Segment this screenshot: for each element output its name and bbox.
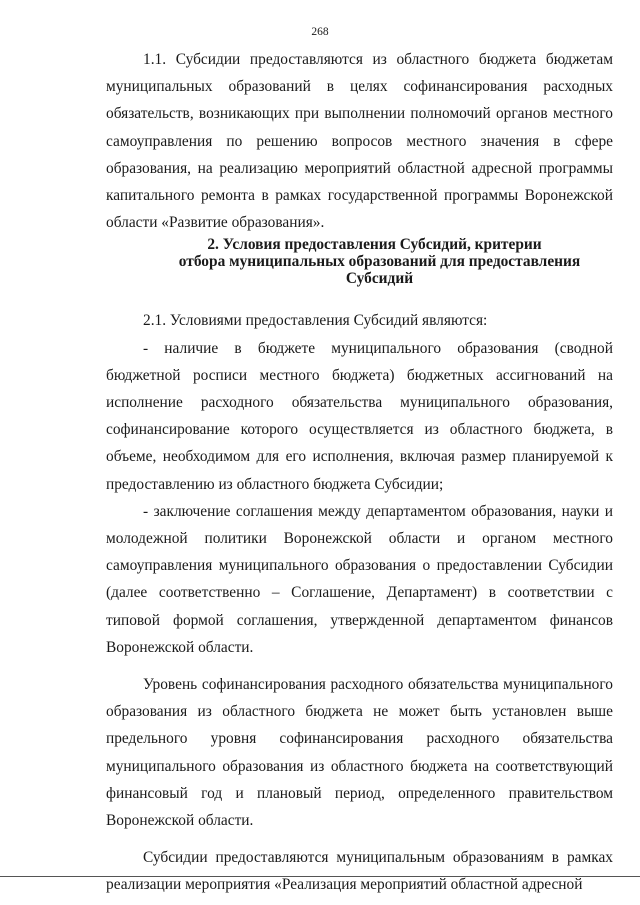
condition-item-budget: - наличие в бюджете муниципального образования (сводной бюджетной росписи местного бюджета) бюджетных ассигнований на исполнение расходного обязательства муниципального образования, софинансирование которого осуществляется из областного бюджета, в объеме, необходимом для его исполнения, включая размер планируемой к предоставлению из областного бюджета Субсидии; xyxy=(106,339,613,493)
page-number: 268 xyxy=(311,26,329,38)
section-heading xyxy=(106,236,613,287)
paragraph-cofinancing-level: Уровень софинансирования расходного обязательства муниципального образования из областного бюджета не может быть установлен выше предельного уровня софинансирования расходного обязательства муниципального образования из областного бюджета на соответствующий финансовый год и плановый период, определенного правительством Воронежской области. xyxy=(106,676,613,830)
document-body xyxy=(106,46,613,899)
section-heading-line-2: отбора муниципальных образований для предоставления Субсидий xyxy=(178,253,581,288)
paragraph-1-1: 1.1. Субсидии предоставляются из областного бюджета бюджетам муниципальных образований в целях софинансирования расходных обязательств, возникающих при выполнении полномочий органов местного самоуправления по решению вопросов местного значения в сфере образования, на реализацию мероприятий областной адресной программы капитального ремонта в рамках государственной программы Воронежской области «Развитие образования». xyxy=(106,51,613,232)
condition-item-agreement: - заключение соглашения между департаментом образования, науки и молодежной политики Воронежской области и органом местного самоуправления муниципального образования о предоставлении Субсидии (далее соответственно – Соглашение, Департамент) в соответствии с типовой формой соглашения, утвержденной департаментом финансов Воронежской области. xyxy=(106,502,613,656)
paragraph-2-1: 2.1. Условиями предоставления Субсидий являются: xyxy=(143,312,488,330)
section-heading-line-1: 2. Условия предоставления Субсидий, критерии xyxy=(207,236,542,254)
paragraph-subsidies-provision: Субсидии предоставляются муниципальным образованиям в рамках реализации мероприятия «Реализация мероприятий областной адресной xyxy=(106,849,613,894)
bottom-divider xyxy=(0,876,640,877)
